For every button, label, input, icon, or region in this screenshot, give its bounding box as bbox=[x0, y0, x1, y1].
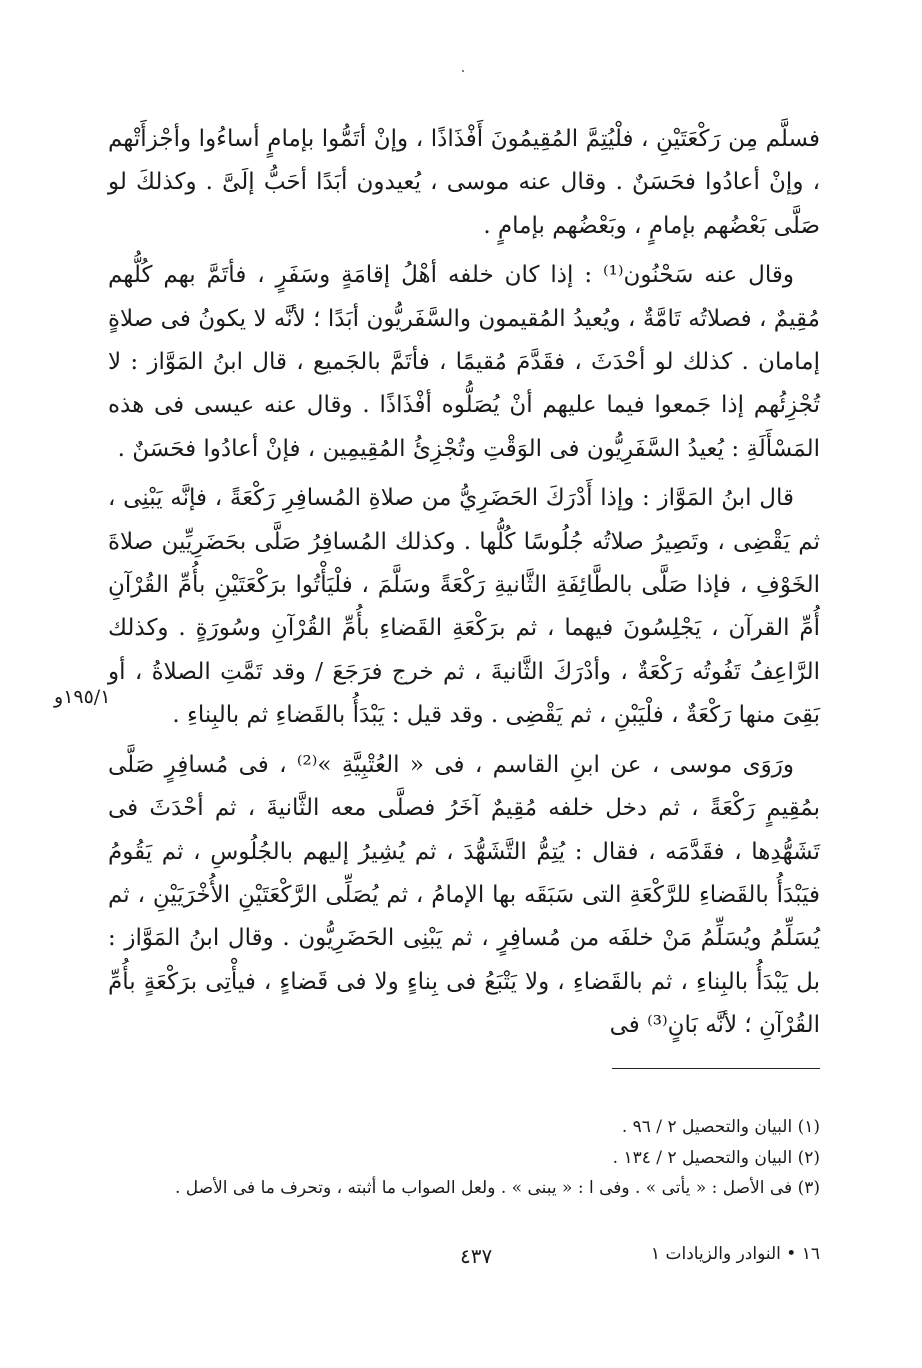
paragraph-2: وقال عنه سَحْنُون⁽¹⁾ : إذا كان خلفه أهْلُ إقامَةٍ وسَفَرٍ ، فأتَمَّ بهم كُلُّهم مُقِيمٌ ، فصلاتُه تَامَّةٌ ، ويُعيدُ المُقيمون والسَّفَريُّون أبَدًا ؛ لأنَّه لا يكونُ فى صلاةٍ إمامان . كذلك لو أحْدَثَ ، فقَدَّمَ مُقيمًا ، فأتَمَّ بالجَميع ، قال ابنُ المَوَّاز : لا تُجْزِئُهم إذا جَمعوا فيما عليهم أنْ يُصَلُّوه أفْذَاذًا . وقال عنه عيسى فى هذه المَسْأَلَةِ : يُعيدُ السَّفَرِيُّون فى الوَقْتِ وتُجْزِئُ المُقِيمِين ، فإنْ أعادُوا فحَسَنٌ . bbox=[108, 262, 820, 462]
footnote-separator bbox=[612, 1068, 820, 1069]
running-title: ١٦ • النوادر والزيادات ١ bbox=[650, 1244, 820, 1264]
footnote-1: (١) البيان والتحصيل ٢ / ٩٦ . bbox=[621, 1117, 820, 1137]
footnotes bbox=[108, 1112, 820, 1204]
page-speck bbox=[462, 70, 464, 72]
footnote-2: (٢) البيان والتحصيل ٢ / ١٣٤ . bbox=[612, 1147, 820, 1168]
main-text bbox=[108, 118, 820, 1054]
footnote-3: (٣) فى الأصل : « يأتى » . وفى ا : « يبنى » . ولعل الصواب ما أثبته ، وتحرف ما فى الأصل . bbox=[174, 1178, 820, 1198]
paragraph-4: ورَوَى موسى ، عن ابنِ القاسم ، فى « العُتْبِيَّةِ »⁽²⁾ ، فى مُسافِرٍ صَلَّى بمُقِيمٍ رَكْعَةً ، ثم دخل خلفه مُقِيمٌ آخَرُ فصلَّى معه الثَّانيةَ ، ثم أحْدَثَ فى تَشَهُّدِها ، فقَدَّمَه ، فقال : يُتِمُّ التَّشَهُّدَ ، ثم يُشِيرُ إليهم بالجُلُوسِ ، ثم يَقُومُ فيَبْدَأُ بالقَضاءِ للرَّكْعَةِ التى سَبَقَه بها الإمامُ ، ثم يُصَلِّى الرَّكْعَتَيْنِ الأُخْرَيَيْنِ ، ثم يُسَلِّمُ ويُسَلِّمُ مَنْ خلفَه من مُسافِرٍ ، ثم يَبْنِى الحَضَرِيُّون . وقال ابنُ المَوَّاز : بل يَبْدَأُ بالبِناءِ ، ثم بالقَضاءِ ، ولا يَتْبَعُ فى بِناءٍ ولا فى قَضاءٍ ، فيأْتِى برَكْعَةٍ بأُمِّ القُرْآنِ ؛ لأنَّه بَانٍ⁽³⁾ فى bbox=[108, 751, 820, 1039]
manuscript-folio-note: ١٩٥/١و bbox=[54, 686, 111, 708]
paragraph-3: قال ابنُ المَوَّاز : وإذا أَدْرَكَ الحَضَرِيُّ من صلاةِ المُسافِرِ رَكْعَةً ، فإنَّه يَبْنِى ، ثم يَقْضِى ، وتَصِيرُ صلاتُه جُلُوسًا كُلُّها . وكذلك المُسافِرُ صَلَّى بحَضَرِيِّين صلاةَ الخَوْفِ ، فإذا صَلَّى بالطَّائِفَةِ الثَّانيةِ رَكْعَةً وسَلَّمَ ، فلْيَأْتُوا برَكْعَتَيْنِ بأُمِّ القُرْآنِ أُمِّ القرآن ، يَجْلِسُونَ فيهما ، ثم برَكْعَةِ القَضاءِ بأُمِّ القُرْآنِ وسُورَةٍ . وكذلك الرَّاعِفُ تَفُوتُه رَكْعَةٌ ، وأدْرَكَ الثَّانيةَ ، ثم خرج فرَجَعَ / وقد تَمَّتِ الصلاةُ ، أو بَقِىَ منها رَكْعَةٌ ، فلْيَبْنِ ، ثم يَقْضِى . وقد قيل : يَبْدَأُ بالقَضاءِ ثم بالبِناءِ . bbox=[108, 485, 820, 729]
page-number: ٤٣٧ bbox=[460, 1244, 493, 1268]
paragraph-1: فسلَّم مِن رَكْعَتَيْنِ ، فلْيُتِمَّ المُقِيمُونَ أَفْذَاذًا ، وإنْ أتَمُّوا بإمامٍ أساءُوا وأجْزأَتْهم ، وإنْ أعادُوا فحَسَنٌ . وقال عنه موسى ، يُعيدون أبَدًا أحَبُّ إلَىَّ . وكذلكَ لو صَلَّى بَعْضُهم بإمامٍ ، وبَعْضُهم بإمامٍ . bbox=[108, 126, 820, 239]
